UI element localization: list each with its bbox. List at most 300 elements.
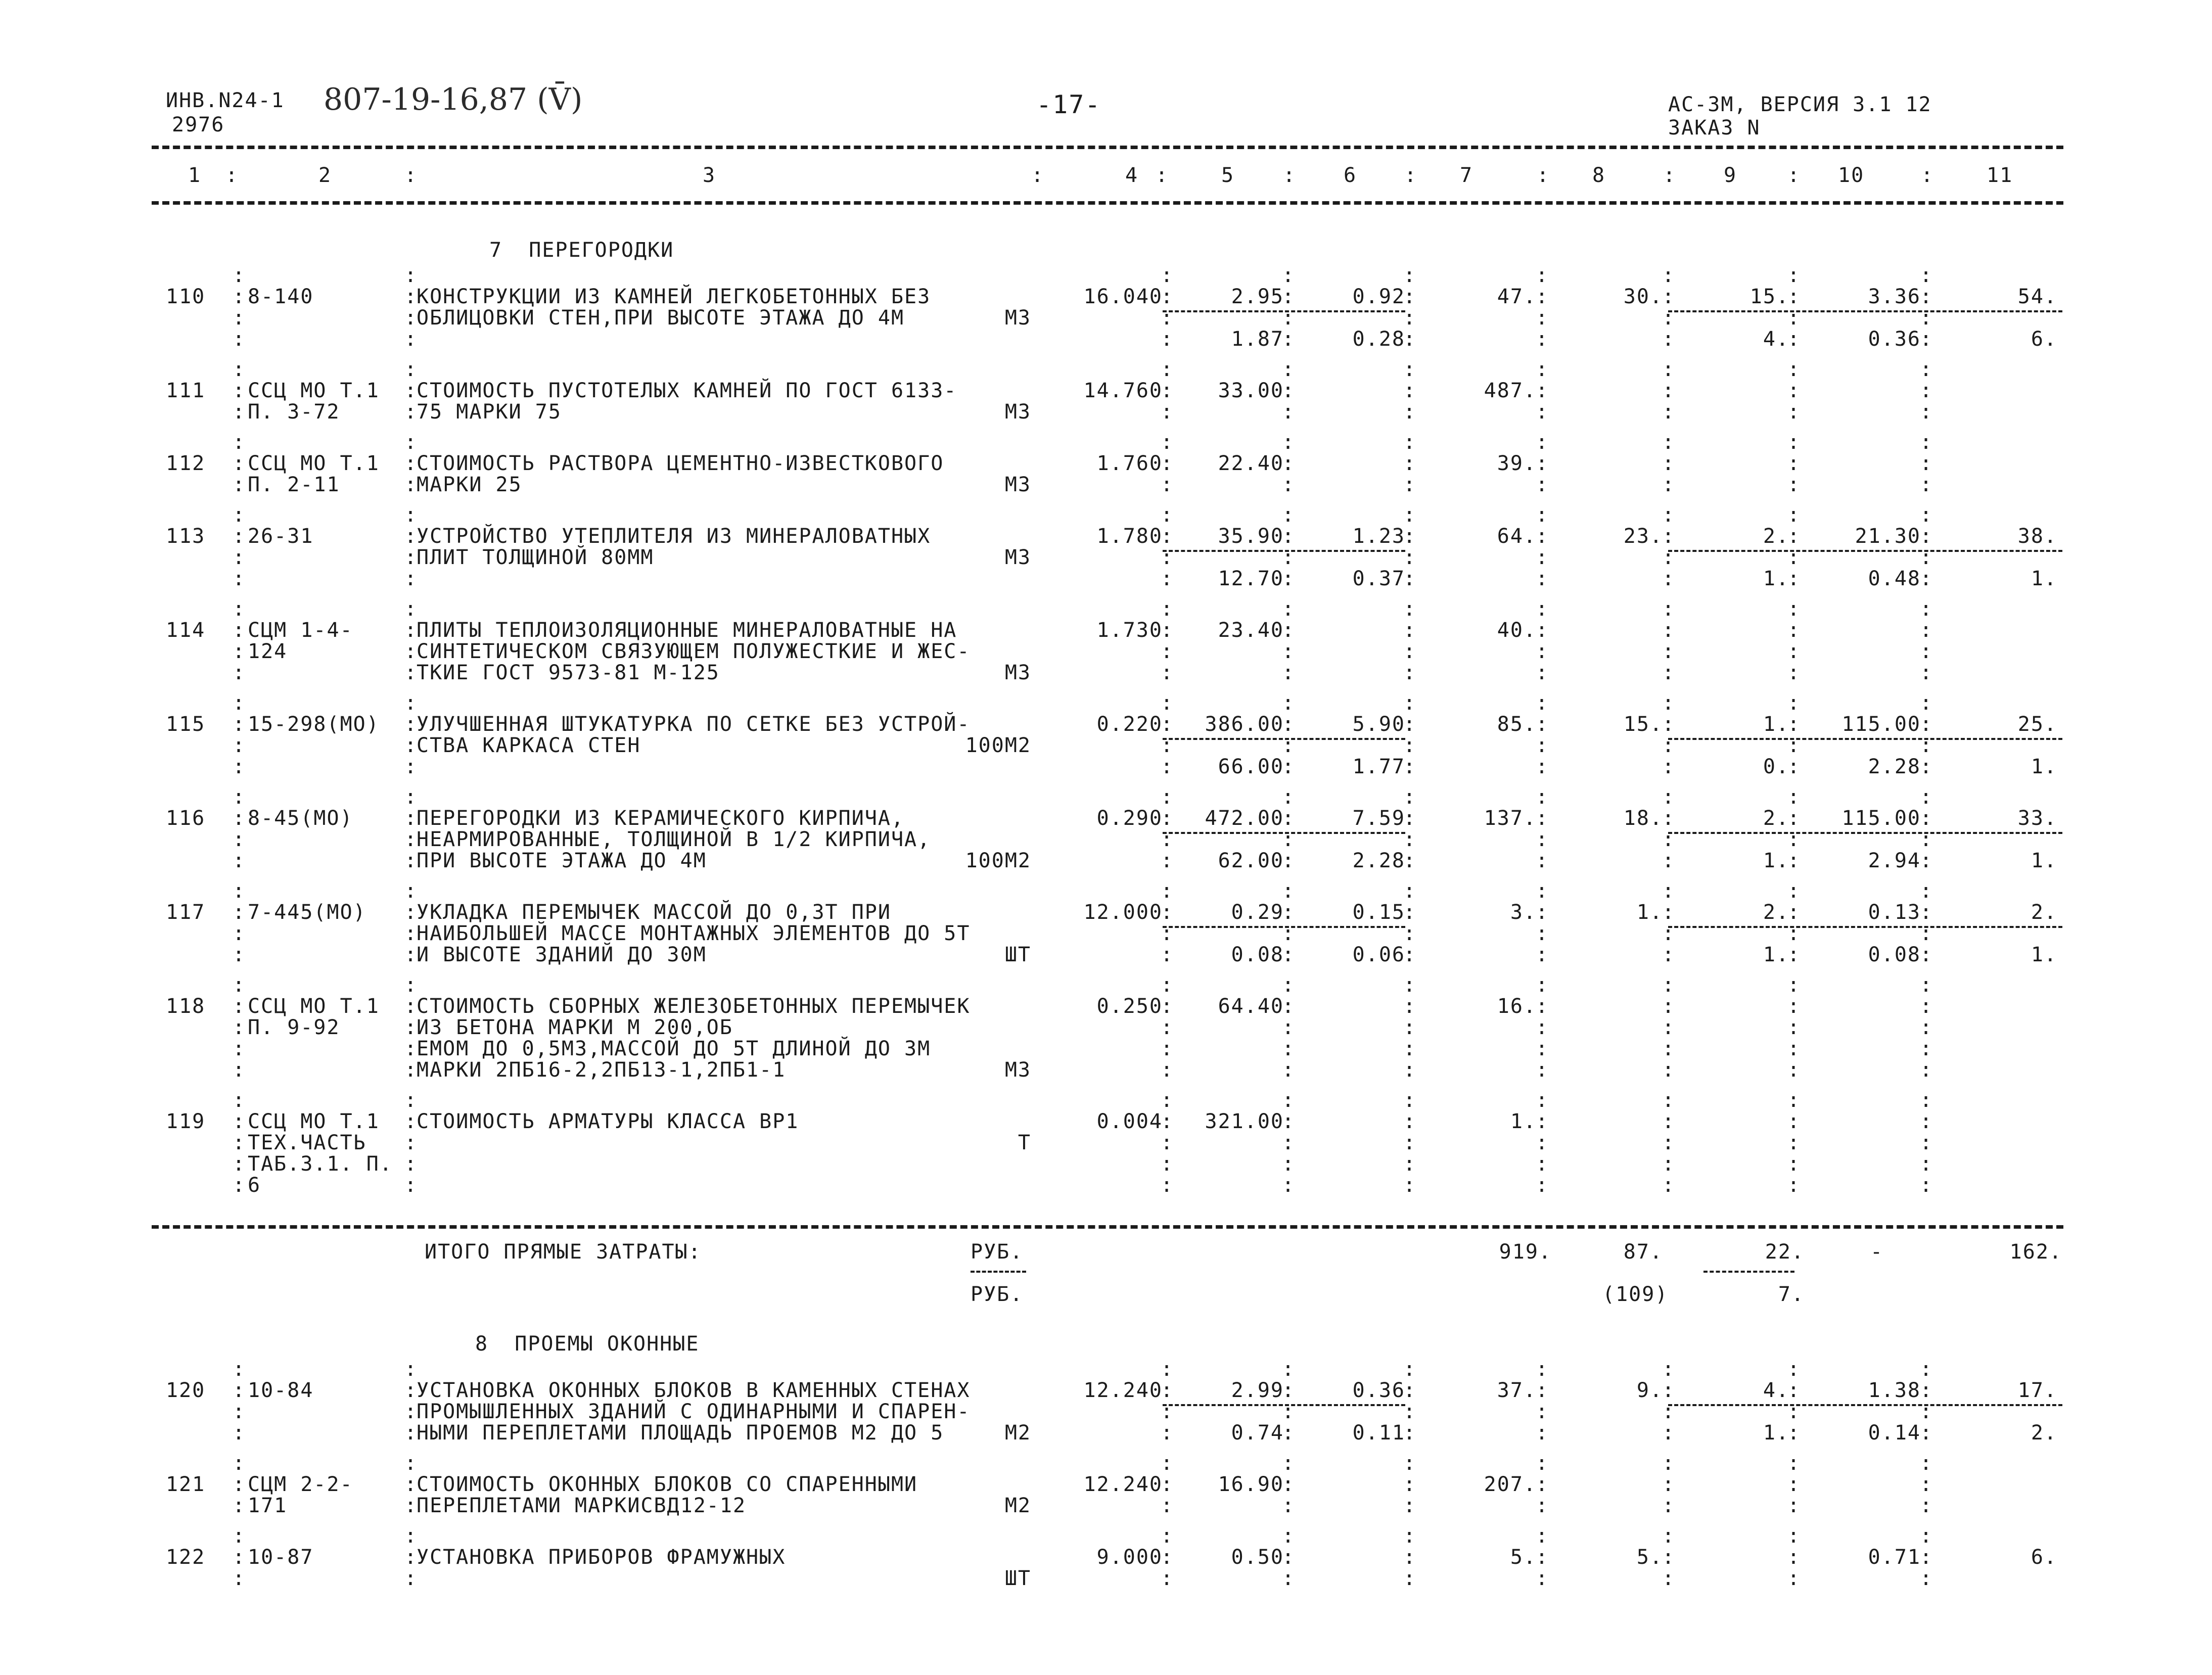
value-c8: 18. [1623, 807, 1663, 830]
cell-separator: : [1536, 828, 1549, 851]
cell-separator: : [233, 901, 246, 924]
totals-label: ИТОГО ПРЯМЫЕ ЗАТРАТЫ: [425, 1240, 702, 1264]
cell-separator: : [1536, 1494, 1549, 1517]
cell-separator: : [1536, 379, 1549, 402]
cell-separator: : [404, 264, 418, 287]
totals-col9-secondary: 7. [1778, 1283, 1805, 1306]
work-description: 75 МАРКИ 75 [417, 400, 562, 424]
cell-separator: : [1536, 973, 1549, 997]
cell-separator: : [233, 264, 246, 287]
cell-separator: : [1536, 358, 1549, 381]
cell-separator: : [1787, 943, 1801, 966]
cell-separator: : [1920, 922, 1933, 945]
cell-separator: : [1403, 807, 1417, 830]
cell-separator: : [404, 473, 418, 496]
cell-separator: : [1282, 567, 1296, 590]
subrow-dash [1668, 926, 2062, 928]
work-description: ПЛИТ ТОЛЩИНОЙ 80ММ [417, 546, 654, 569]
cell-separator: : [1282, 546, 1296, 569]
cell-separator: : [1282, 828, 1296, 851]
unit: М3 [1004, 546, 1031, 569]
value-c4: 0.290 [1096, 807, 1163, 830]
cell-separator: : [1536, 1110, 1549, 1133]
cell-separator: : [1920, 943, 1933, 966]
cell-separator: : [1787, 1058, 1801, 1082]
cell-separator: : [1920, 546, 1933, 569]
cell-separator: : [1787, 525, 1801, 548]
cell-separator: : [1403, 328, 1417, 351]
cell-separator: : [1161, 1016, 1174, 1039]
value-c11-secondary: 1. [2031, 943, 2057, 966]
norm-code: 26-31 [248, 525, 314, 548]
norm-code: 8-140 [248, 285, 314, 308]
norm-code: 171 [248, 1494, 288, 1517]
cell-separator: : [233, 328, 246, 351]
cell-separator: : [1403, 567, 1417, 590]
totals-col7: 919. [1499, 1240, 1552, 1264]
value-c11-secondary: 2. [2031, 1421, 2057, 1445]
cell-separator: : [1282, 431, 1296, 454]
cell-separator: : [1920, 328, 1933, 351]
column-header-5: 5 [1221, 164, 1235, 187]
cell-separator: : [1403, 1110, 1417, 1133]
cell-separator: : [1282, 995, 1296, 1018]
cell-separator: : [1282, 755, 1296, 778]
value-c9-secondary: 1. [1763, 1421, 1789, 1445]
norm-code: ТАБ.3.1. П. [248, 1152, 393, 1176]
norm-code: П. 3-72 [248, 400, 340, 424]
cell-separator: : [1403, 713, 1417, 736]
value-c8: 5. [1636, 1546, 1663, 1569]
cell-separator: : [404, 713, 418, 736]
cell-separator: : [233, 1546, 246, 1569]
cell-separator: : [1662, 619, 1676, 642]
cell-separator: : [1403, 546, 1417, 569]
cell-separator: : [1920, 1452, 1933, 1475]
cell-separator: : [1787, 400, 1801, 424]
cell-separator: : [1403, 1379, 1417, 1402]
cell-separator: : [1161, 546, 1174, 569]
cell-separator: : [1787, 691, 1801, 715]
column-header-10: 10 [1838, 164, 1865, 187]
cell-separator: : [1920, 619, 1933, 642]
value-c10: 1.38 [1868, 1379, 1921, 1402]
cell-separator: : [1282, 879, 1296, 903]
cell-separator: : [1787, 828, 1801, 851]
cell-separator: : [1920, 285, 1933, 308]
totals-unit-2: РУБ. [971, 1283, 1024, 1306]
work-description: УКЛАДКА ПЕРЕМЫЧЕК МАССОЙ ДО 0,3Т ПРИ [417, 901, 891, 924]
cell-separator: : [233, 1524, 246, 1548]
cell-separator: : [1282, 1016, 1296, 1039]
value-c4: 12.240 [1083, 1473, 1163, 1496]
cell-separator: : [233, 306, 246, 330]
cell-separator: : [1403, 306, 1417, 330]
work-description: СТОИМОСТЬ СБОРНЫХ ЖЕЛЕЗОБЕТОННЫХ ПЕРЕМЫЧЕК [417, 995, 971, 1018]
value-c5-secondary: 0.08 [1231, 943, 1284, 966]
norm-code: П. 9-92 [248, 1016, 340, 1039]
row-number: 121 [166, 1473, 206, 1496]
column-header-8: 8 [1592, 164, 1606, 187]
cell-separator: : [1403, 431, 1417, 454]
value-c5: 35.90 [1218, 525, 1284, 548]
cell-separator: : [1787, 358, 1801, 381]
cell-separator: : [404, 525, 418, 548]
cell-separator: : [1662, 922, 1676, 945]
cell-separator: : [1662, 264, 1676, 287]
row-number: 115 [166, 713, 206, 736]
cell-separator: : [1282, 1058, 1296, 1082]
cell-separator: : [1536, 452, 1549, 475]
cell-separator: : [404, 1110, 418, 1133]
norm-code: ТЕХ.ЧАСТЬ [248, 1131, 366, 1154]
cell-separator: : [1161, 1400, 1174, 1423]
value-c10: 0.71 [1868, 1546, 1921, 1569]
inventory-label: ИНВ.N24-1 [166, 89, 285, 112]
cell-separator: : [1161, 1058, 1174, 1082]
value-c7: 5. [1510, 1546, 1537, 1569]
work-description: УСТРОЙСТВО УТЕПЛИТЕЛЯ ИЗ МИНЕРАЛОВАТНЫХ [417, 525, 931, 548]
unit: 100М2 [965, 849, 1031, 872]
column-separator: : [1031, 164, 1045, 187]
cell-separator: : [1536, 1452, 1549, 1475]
cell-separator: : [1282, 525, 1296, 548]
cell-separator: : [1787, 1016, 1801, 1039]
cell-separator: : [1403, 1358, 1417, 1381]
cell-separator: : [1536, 691, 1549, 715]
cell-separator: : [1536, 264, 1549, 287]
cell-separator: : [1161, 922, 1174, 945]
cell-separator: : [233, 567, 246, 590]
totals-col8: 87. [1623, 1240, 1663, 1264]
cell-separator: : [1787, 1131, 1801, 1154]
cell-separator: : [404, 285, 418, 308]
cell-separator: : [404, 755, 418, 778]
value-c7: 3. [1510, 901, 1537, 924]
cell-separator: : [1536, 1131, 1549, 1154]
cell-separator: : [1161, 713, 1174, 736]
cell-separator: : [1920, 901, 1933, 924]
cell-separator: : [233, 1016, 246, 1039]
row-number: 118 [166, 995, 206, 1018]
column-header-6: 6 [1344, 164, 1357, 187]
value-c4: 0.220 [1096, 713, 1163, 736]
row-number: 122 [166, 1546, 206, 1569]
value-c5: 0.29 [1231, 901, 1284, 924]
cell-separator: : [233, 1421, 246, 1445]
cell-separator: : [233, 879, 246, 903]
cell-separator: : [1161, 379, 1174, 402]
cell-separator: : [1161, 1421, 1174, 1445]
value-c5-secondary: 1.87 [1231, 328, 1284, 351]
cell-separator: : [1403, 734, 1417, 757]
cell-separator: : [1920, 431, 1933, 454]
cell-separator: : [1282, 1379, 1296, 1402]
norm-code: ССЦ МО Т.1 [248, 452, 380, 475]
cell-separator: : [1662, 785, 1676, 809]
cell-separator: : [404, 1379, 418, 1402]
column-header-3: 3 [703, 164, 716, 187]
norm-code: П. 2-11 [248, 473, 340, 496]
cell-separator: : [1662, 973, 1676, 997]
cell-separator: : [1536, 785, 1549, 809]
cell-separator: : [404, 567, 418, 590]
column-header-11: 11 [1987, 164, 2013, 187]
value-c11: 25. [2017, 713, 2057, 736]
cell-separator: : [233, 1110, 246, 1133]
value-c9: 2. [1763, 807, 1789, 830]
section-8-title: 8 ПРОЕМЫ ОКОННЫЕ [475, 1332, 700, 1356]
cell-separator: : [1403, 922, 1417, 945]
work-description: МАРКИ 25 [417, 473, 522, 496]
cell-separator: : [1161, 452, 1174, 475]
cell-separator: : [233, 807, 246, 830]
column-separator: : [1663, 164, 1677, 187]
value-c11: 33. [2017, 807, 2057, 830]
cell-separator: : [404, 1037, 418, 1060]
cell-separator: : [1536, 306, 1549, 330]
cell-separator: : [1282, 452, 1296, 475]
cell-separator: : [1787, 973, 1801, 997]
cell-separator: : [1161, 1452, 1174, 1475]
cell-separator: : [1536, 546, 1549, 569]
cell-separator: : [1920, 995, 1933, 1018]
unit: М3 [1004, 306, 1031, 330]
value-c9: 2. [1763, 525, 1789, 548]
work-description: И ВЫСОТЕ ЗДАНИЙ ДО 30М [417, 943, 707, 966]
value-c7: 85. [1497, 713, 1537, 736]
cell-separator: : [1920, 379, 1933, 402]
cell-separator: : [1403, 619, 1417, 642]
value-c11-secondary: 1. [2031, 849, 2057, 872]
cell-separator: : [1920, 1058, 1933, 1082]
cell-separator: : [1536, 1421, 1549, 1445]
cell-separator: : [1403, 1152, 1417, 1176]
value-c10: 21.30 [1855, 525, 1921, 548]
cell-separator: : [233, 503, 246, 527]
cell-separator: : [1403, 828, 1417, 851]
norm-code: 15-298(МО) [248, 713, 380, 736]
cell-separator: : [404, 1524, 418, 1548]
cell-separator: : [1662, 567, 1676, 590]
cell-separator: : [1161, 525, 1174, 548]
cell-separator: : [1282, 922, 1296, 945]
unit: М3 [1004, 661, 1031, 684]
cell-separator: : [1161, 1567, 1174, 1590]
cell-separator: : [1536, 995, 1549, 1018]
cell-separator: : [404, 995, 418, 1018]
cell-separator: : [1662, 1037, 1676, 1060]
cell-separator: : [233, 379, 246, 402]
column-header-7: 7 [1460, 164, 1473, 187]
cell-separator: : [1403, 1400, 1417, 1423]
cell-separator: : [1403, 901, 1417, 924]
work-description: ПРОМЫШЛЕННЫХ ЗДАНИЙ С ОДИНАРНЫМИ И СПАРЕН- [417, 1400, 971, 1423]
cell-separator: : [1161, 264, 1174, 287]
value-c5: 2.95 [1231, 285, 1284, 308]
cell-separator: : [1536, 1400, 1549, 1423]
cell-separator: : [233, 358, 246, 381]
value-c9-secondary: 4. [1763, 328, 1789, 351]
value-c5: 472.00 [1205, 807, 1284, 830]
value-c8: 23. [1623, 525, 1663, 548]
cell-separator: : [1920, 879, 1933, 903]
cell-separator: : [233, 1037, 246, 1060]
value-c9-secondary: 1. [1763, 943, 1789, 966]
cell-separator: : [1787, 1452, 1801, 1475]
column-separator: : [1156, 164, 1169, 187]
cell-separator: : [1662, 1110, 1676, 1133]
cell-separator: : [1920, 1546, 1933, 1569]
subrow-dash [1163, 310, 1405, 312]
work-description: ПЕРЕГОРОДКИ ИЗ КЕРАМИЧЕСКОГО КИРПИЧА, [417, 807, 905, 830]
cell-separator: : [1920, 400, 1933, 424]
norm-code: 10-87 [248, 1546, 314, 1569]
cell-separator: : [1920, 1379, 1933, 1402]
value-c4: 16.040 [1083, 285, 1163, 308]
cell-separator: : [1282, 807, 1296, 830]
value-c9: 15. [1749, 285, 1789, 308]
value-c11-secondary: 1. [2031, 755, 2057, 778]
subrow-dash [1163, 1404, 1405, 1406]
cell-separator: : [1282, 400, 1296, 424]
cell-separator: : [1787, 807, 1801, 830]
work-description: СТОИМОСТЬ РАСТВОРА ЦЕМЕНТНО-ИЗВЕСТКОВОГО [417, 452, 944, 475]
cell-separator: : [1403, 691, 1417, 715]
cell-separator: : [404, 1473, 418, 1496]
unit: М2 [1004, 1421, 1031, 1445]
value-c4: 9.000 [1096, 1546, 1163, 1569]
value-c5: 321.00 [1205, 1110, 1284, 1133]
cell-separator: : [1662, 431, 1676, 454]
row-number: 116 [166, 807, 206, 830]
value-c7: 487. [1484, 379, 1537, 402]
cell-separator: : [1787, 306, 1801, 330]
work-description: УСТАНОВКА ПРИБОРОВ ФРАМУЖНЫХ [417, 1546, 786, 1569]
value-c10: 115.00 [1841, 807, 1921, 830]
norm-code: 6 [248, 1174, 261, 1197]
cell-separator: : [1662, 1524, 1676, 1548]
header-top-rule [152, 146, 2063, 149]
cell-separator: : [404, 431, 418, 454]
row-number: 111 [166, 379, 206, 402]
totals-col9: 22. [1765, 1240, 1805, 1264]
cell-separator: : [1282, 328, 1296, 351]
cell-separator: : [1282, 306, 1296, 330]
cell-separator: : [1403, 661, 1417, 684]
cell-separator: : [404, 828, 418, 851]
cell-separator: : [1920, 755, 1933, 778]
cell-separator: : [1662, 1473, 1676, 1496]
cell-separator: : [1282, 661, 1296, 684]
value-c10-secondary: 0.08 [1868, 943, 1921, 966]
cell-separator: : [1787, 1567, 1801, 1590]
cell-separator: : [1787, 995, 1801, 1018]
cell-separator: : [1536, 473, 1549, 496]
value-c6: 1.23 [1352, 525, 1405, 548]
cell-separator: : [1787, 1473, 1801, 1496]
cell-separator: : [1403, 1174, 1417, 1197]
value-c4: 12.240 [1083, 1379, 1163, 1402]
cell-separator: : [1787, 1524, 1801, 1548]
cell-separator: : [1403, 640, 1417, 663]
row-number: 120 [166, 1379, 206, 1402]
cell-separator: : [1662, 1058, 1676, 1082]
cell-separator: : [1161, 661, 1174, 684]
cell-separator: : [1161, 1358, 1174, 1381]
cell-separator: : [1282, 1494, 1296, 1517]
cell-separator: : [1282, 1567, 1296, 1590]
column-header-4: 4 [1125, 164, 1139, 187]
cell-separator: : [1920, 473, 1933, 496]
value-c11-secondary: 6. [2031, 328, 2057, 351]
cell-separator: : [233, 943, 246, 966]
cell-separator: : [1161, 943, 1174, 966]
cell-separator: : [1662, 1400, 1676, 1423]
column-separator: : [1537, 164, 1550, 187]
value-c7: 37. [1497, 1379, 1537, 1402]
unit: М3 [1004, 473, 1031, 496]
work-description: НЕАРМИРОВАННЫЕ, ТОЛЩИНОЙ В 1/2 КИРПИЧА, [417, 828, 931, 851]
row-number: 112 [166, 452, 206, 475]
value-c5-secondary: 12.70 [1218, 567, 1284, 590]
cell-separator: : [1662, 1379, 1676, 1402]
norm-code: СЦМ 2-2- [248, 1473, 353, 1496]
header-bottom-rule [152, 201, 2063, 205]
cell-separator: : [233, 640, 246, 663]
work-description: ТКИЕ ГОСТ 9573-81 М-125 [417, 661, 720, 684]
cell-separator: : [1282, 503, 1296, 527]
totals-col10: - [1870, 1240, 1884, 1264]
cell-separator: : [404, 379, 418, 402]
column-separator: : [1787, 164, 1801, 187]
cell-separator: : [1536, 1037, 1549, 1060]
cell-separator: : [1161, 1174, 1174, 1197]
cell-separator: : [1161, 400, 1174, 424]
cell-separator: : [1161, 306, 1174, 330]
cell-separator: : [1161, 567, 1174, 590]
cell-separator: : [1403, 503, 1417, 527]
cell-separator: : [404, 691, 418, 715]
value-c6: 0.15 [1352, 901, 1405, 924]
value-c5: 386.00 [1205, 713, 1284, 736]
cell-separator: : [1282, 1524, 1296, 1548]
unit: М2 [1004, 1494, 1031, 1517]
cell-separator: : [404, 503, 418, 527]
cell-separator: : [1161, 1089, 1174, 1112]
cell-separator: : [1662, 379, 1676, 402]
cell-separator: : [404, 661, 418, 684]
cell-separator: : [404, 1421, 418, 1445]
norm-code: 7-445(МО) [248, 901, 366, 924]
program-version: АС-3М, ВЕРСИЯ 3.1 12 [1668, 93, 1932, 116]
cell-separator: : [1282, 1400, 1296, 1423]
column-separator: : [1404, 164, 1418, 187]
cell-separator: : [404, 1058, 418, 1082]
value-c4: 1.780 [1096, 525, 1163, 548]
cell-separator: : [1282, 264, 1296, 287]
cell-separator: : [1662, 640, 1676, 663]
cell-separator: : [1536, 713, 1549, 736]
column-header-1: 1 [188, 164, 202, 187]
work-description: ОБЛИЦОВКИ СТЕН,ПРИ ВЫСОТЕ ЭТАЖА ДО 4М [417, 306, 905, 330]
value-c5: 64.40 [1218, 995, 1284, 1018]
value-c4: 1.760 [1096, 452, 1163, 475]
cell-separator: : [404, 400, 418, 424]
cell-separator: : [1403, 1421, 1417, 1445]
column-header-2: 2 [318, 164, 332, 187]
cell-separator: : [1282, 1546, 1296, 1569]
